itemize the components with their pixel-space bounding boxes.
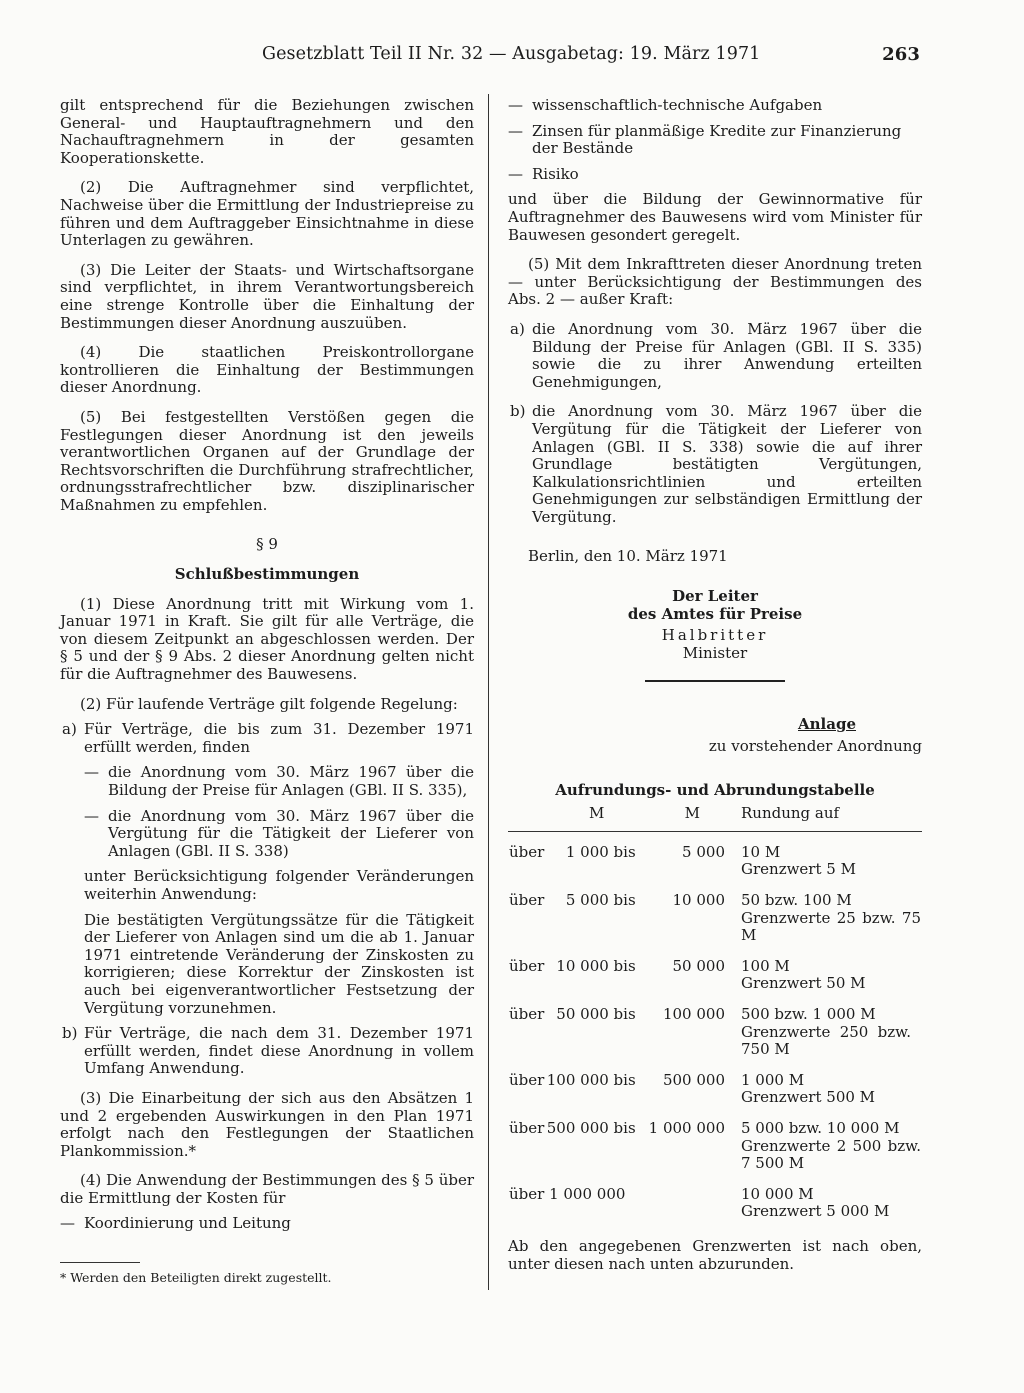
cell-to: 500 000	[662, 1070, 725, 1089]
cell-to: 5 000	[682, 842, 725, 861]
table-row	[508, 1060, 922, 1108]
paragraph: Die bestätigten Vergütungssätze für die Tätigkeit der Lieferer von Anlagen sind um die ab 1. Januar 1971 eintretende Veränderung der Zinskosten zu korrigieren; diese Korrektur der Zinskosten ist auch bei eigenverantwortlicher Festsetzung der Vergütung vorzunehmen.	[84, 910, 474, 1017]
dash-text: die Anordnung vom 30. März 1967 über die Bildung der Preise für Anlagen (GBl. II S. 335),	[108, 763, 474, 799]
row-label: über	[509, 891, 545, 909]
rounding-value: 50 bzw. 100 M	[741, 891, 852, 909]
column-divider	[488, 94, 489, 1290]
cell-to: 50 000	[672, 956, 725, 975]
list-item	[508, 321, 922, 391]
limit-value: Grenzwert 500 M	[741, 1088, 876, 1107]
annex-subtitle: zu vorstehender Anordnung	[708, 737, 922, 756]
dash-item	[508, 123, 922, 158]
date-line: Berlin, den 10. März 1971	[528, 547, 728, 566]
list-text: Für Verträge, die bis zum 31. Dezember 1971 erfüllt werden, finden	[84, 720, 474, 756]
list-item	[60, 721, 474, 756]
cell-from: 5 000 bis	[565, 891, 636, 909]
cell-rule	[737, 1174, 922, 1222]
cell-rule	[737, 831, 922, 880]
dash-text: Risiko	[532, 164, 579, 183]
list-marker: a)	[62, 720, 77, 739]
row-label: über	[509, 842, 545, 861]
separator-rule	[645, 680, 785, 682]
cell-rule	[737, 1108, 922, 1174]
dash-text: Koordinierung und Leitung	[84, 1214, 291, 1233]
list-item	[508, 403, 922, 526]
right-column	[508, 97, 922, 1273]
section-title: Schlußbestimmungen	[174, 565, 360, 584]
paragraph: (5) Mit dem Inkrafttreten dieser Anordnung treten — unter Berücksichtigung der Bestimmungen des Abs. 2 — außer Kraft:	[508, 255, 922, 309]
list-text: die Anordnung vom 30. März 1967 über die Vergütung für die Tätigkeit der Lieferer von Anlagen (GBl. II S. 338) sowie die auf ihrer Grundlage bestätigten Vergütungen, Kalkulationsrichtlinien und erteilten Genehmigungen zur selbständigen Ermittlung der Vergütung.	[532, 402, 922, 526]
table-title: Aufrundungs- und Abrundungstabelle	[555, 780, 875, 799]
cell-rule	[737, 946, 922, 994]
paragraph: (3) Die Einarbeitung der sich aus den Absätzen 1 und 2 ergebenden Auswirkungen in den Plan 1971 erfolgt nach den Festlegungen der Staatlichen Plankommission.*	[60, 1088, 474, 1160]
row-label: über	[509, 1070, 545, 1089]
signature-role: Minister	[682, 643, 748, 662]
row-label: über 1 000 000	[509, 1184, 626, 1203]
signature-name: Halbritter	[661, 626, 769, 645]
table-note: Ab den angegebenen Grenzwerten ist nach oben, unter diesen nach unten abzurunden.	[508, 1236, 922, 1273]
limit-value: Grenzwert 5 M	[741, 860, 856, 879]
paragraph: unter Berücksichtigung folgender Veränderungen weiterhin Anwendung:	[84, 867, 474, 903]
cell-to: 100 000	[662, 1004, 725, 1023]
limit-value: Grenzwerte 25 bzw. 75 M	[741, 908, 921, 945]
dash-marker: —	[84, 806, 99, 825]
cell-to: 1 000 000	[648, 1118, 725, 1137]
dash-marker: —	[508, 164, 523, 183]
dash-item	[60, 1215, 474, 1233]
footnote-rule	[60, 1262, 140, 1263]
dash-marker: —	[84, 763, 99, 782]
dash-marker: —	[60, 1214, 75, 1233]
cell-from: 10 000 bis	[556, 956, 636, 975]
paragraph: (4) Die staatlichen Preiskontrollorgane kontrollieren die Einhaltung der Bestimmungen dieser Anordnung.	[60, 343, 474, 397]
dash-marker: —	[508, 96, 523, 114]
dash-marker: —	[508, 121, 523, 140]
cell-rule	[737, 994, 922, 1060]
dash-text: Zinsen für planmäßige Kredite zur Finanzierung der Bestände	[532, 121, 902, 158]
table-row	[508, 946, 922, 994]
table-row	[508, 1108, 922, 1174]
list-marker: b)	[510, 402, 526, 421]
column-header: M	[546, 805, 648, 831]
row-label: über	[509, 1004, 545, 1023]
paragraph: (3) Die Leiter der Staats- und Wirtschaftsorgane sind verpflichtet, in ihrem Verantwortungsbereich eine strenge Kontrolle über die Einhaltung der Bestimmungen dieser Anordnung auszuüben.	[60, 260, 474, 332]
dash-item	[84, 764, 474, 799]
rounding-value: 5 000 bzw. 10 000 M	[741, 1118, 900, 1137]
list-marker: a)	[510, 319, 525, 338]
table-row	[508, 1174, 922, 1222]
rounding-value: 500 bzw. 1 000 M	[741, 1004, 876, 1023]
annex-label: Anlage	[798, 715, 856, 734]
cell-from: 1 000 bis	[565, 842, 636, 861]
paragraph: (2) Für laufende Verträge gilt folgende Regelung:	[80, 694, 458, 713]
table-row	[508, 994, 922, 1060]
paragraph: (5) Bei festgestellten Verstößen gegen die Festlegungen dieser Anordnung ist den jeweils verantwortlichen Organen auf der Grundlage der Rechtsvorschriften die Durchführung strafrechtlicher, ordnungsstrafrechtlicher bzw. disziplinarischer Maßnahmen zu empfehlen.	[60, 407, 474, 514]
cell-from: 50 000 bis	[556, 1004, 636, 1023]
paragraph: und über die Bildung der Gewinnormative für Auftragnehmer des Bauwesens wird vom Minister für Bauwesen gesondert geregelt.	[508, 190, 922, 244]
list-item	[60, 1025, 474, 1078]
annex-heading	[508, 716, 922, 734]
dash-item	[508, 166, 922, 184]
list-text: Für Verträge, die nach dem 31. Dezember 1971 erfüllt werden, findet diese Anordnung in vollem Umfang Anwendung.	[84, 1024, 474, 1078]
signature-title: Der Leiter	[672, 587, 758, 606]
signature-title: des Amtes für Preise	[627, 604, 803, 623]
rounding-value: 100 M	[741, 956, 790, 975]
table-row	[508, 831, 922, 880]
dash-text: die Anordnung vom 30. März 1967 über die Vergütung für die Tätigkeit der Lieferer von Anlagen (GBl. II S. 338)	[108, 806, 474, 860]
cell-from: 100 000 bis	[546, 1070, 636, 1089]
paragraph: (2) Die Auftragnehmer sind verpflichtet, Nachweise über die Ermittlung der Industriepreise zu führen und dem Auftraggeber Einsichtnahme in diese Unterlagen zu gewähren.	[60, 178, 474, 250]
rounding-value: 1 000 M	[741, 1070, 805, 1089]
dash-item	[508, 97, 922, 115]
cell-rule	[737, 880, 922, 946]
dash-text: wissenschaftlich-technische Aufgaben	[532, 96, 823, 114]
limit-value: Grenzwert 50 M	[741, 974, 866, 993]
limit-value: Grenzwerte 2 500 bzw. 7 500 M	[741, 1136, 921, 1173]
cell-to: 10 000	[672, 891, 725, 909]
list-text: die Anordnung vom 30. März 1967 über die Bildung der Preise für Anlagen (GBl. II S. 335) sowie die zu ihrer Anwendung erteilten Genehmigungen,	[532, 319, 922, 391]
table-header-row	[508, 805, 922, 831]
page-number: 263	[882, 44, 920, 65]
list-marker: b)	[62, 1024, 78, 1043]
paragraph: gilt entsprechend für die Beziehungen zwischen General- und Hauptauftragnehmern und den Nachauftragnehmern in der gesamten Kooperationskette.	[60, 96, 474, 167]
section-number: § 9	[256, 535, 278, 554]
column-header: M	[648, 805, 737, 831]
paragraph: (1) Diese Anordnung tritt mit Wirkung vom 1. Januar 1971 in Kraft. Sie gilt für alle Verträge, die von diesem Zeitpunkt an abgeschlossen werden. Der § 5 und der § 9 Abs. 2 dieser Anordnung gelten nicht für die Auftragnehmer des Bauwesens.	[60, 594, 474, 684]
dash-item	[84, 808, 474, 861]
left-column	[60, 97, 474, 1233]
column-header: Rundung auf	[737, 805, 922, 831]
cell-rule	[737, 1060, 922, 1108]
rounding-value: 10 M	[741, 842, 781, 861]
page-header	[240, 44, 920, 68]
limit-value: Grenzwerte 250 bzw. 750 M	[741, 1022, 911, 1059]
row-label: über	[509, 956, 545, 975]
limit-value: Grenzwert 5 000 M	[741, 1202, 890, 1221]
header-title: Gesetzblatt Teil II Nr. 32 — Ausgabetag: 19. März 1971	[262, 44, 761, 64]
paragraph: (4) Die Anwendung der Bestimmungen des § 5 über die Ermittlung der Kosten für	[60, 1171, 474, 1207]
row-label: über	[509, 1118, 545, 1137]
footnote: * Werden den Beteiligten direkt zugestellt.	[60, 1270, 332, 1285]
rounding-value: 10 000 M	[741, 1184, 814, 1203]
cell-from: 500 000 bis	[546, 1118, 636, 1137]
table-row	[508, 880, 922, 946]
rounding-table	[508, 805, 922, 1222]
